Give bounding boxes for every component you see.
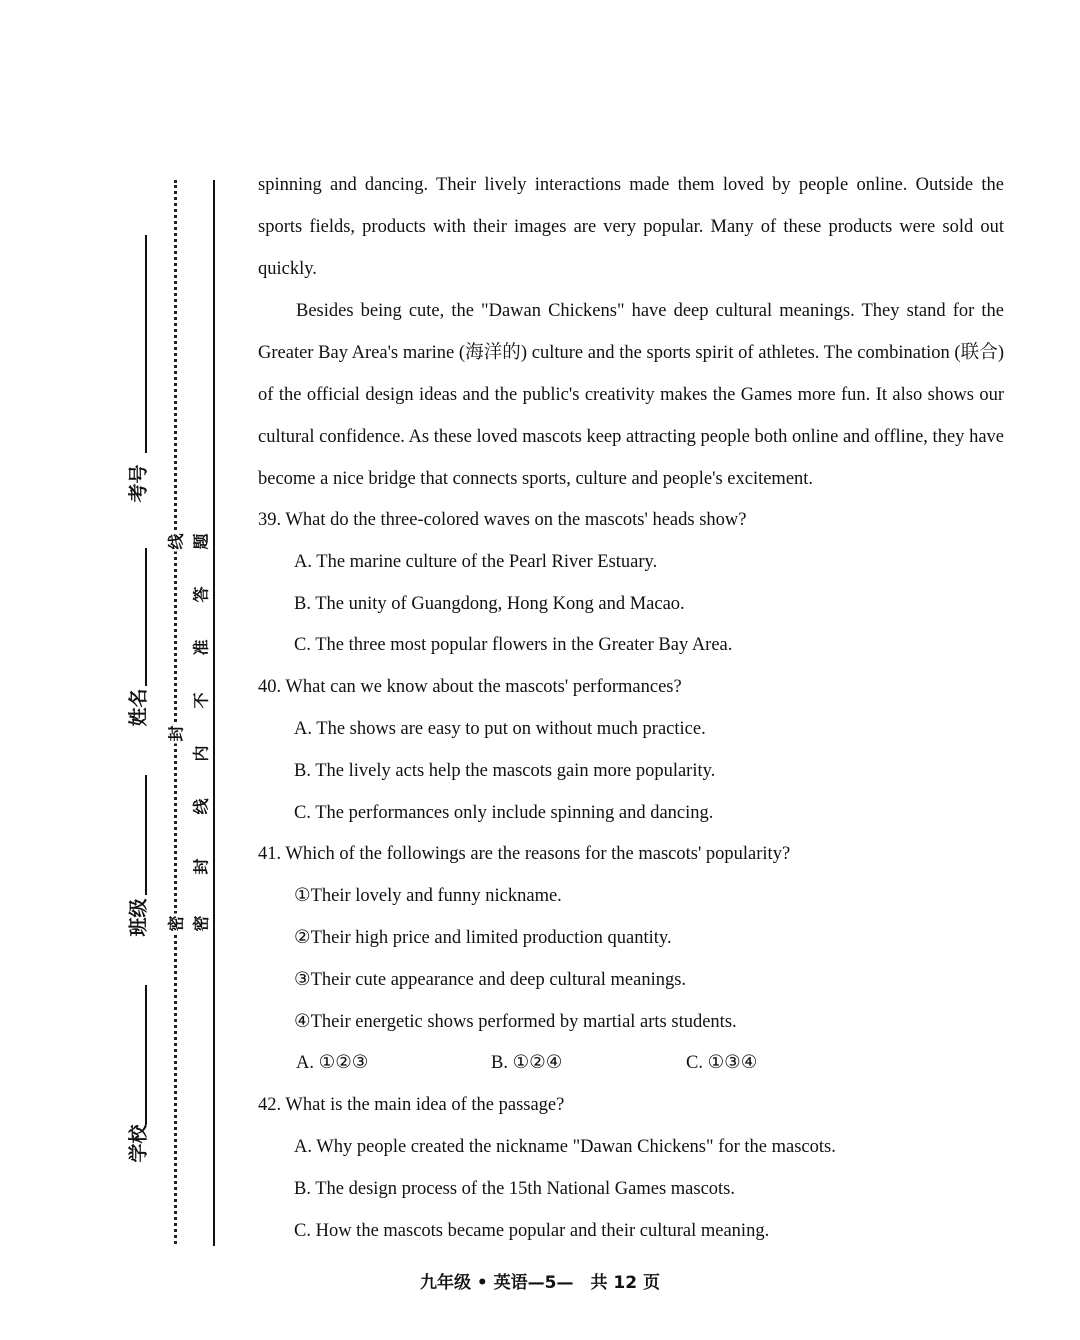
answer-choices [296, 1043, 1004, 1085]
exam-number-line [145, 235, 147, 453]
margin-border-line [213, 180, 215, 1246]
class-label: 班级 [127, 898, 150, 937]
binding-margin [0, 0, 240, 1340]
warning-char: 内 [191, 745, 211, 762]
question-stem: 40. What can we know about the mascots' performances? [258, 677, 682, 698]
answer-option: C. ①③④ [686, 1053, 758, 1074]
school-line [145, 985, 147, 1125]
answer-option: A. Why people created the nickname "Dawan Chickens" for the mascots. [294, 1136, 836, 1157]
question-stem: 39. What do the three-colored waves on the mascots' heads show? [258, 510, 747, 530]
answer-option: B. The unity of Guangdong, Hong Kong and Macao. [294, 593, 685, 614]
answer-option: B. ①②④ [491, 1053, 563, 1074]
exam-content [258, 164, 1004, 1252]
question-stem: 41. Which of the followings are the reasons for the mascots' popularity? [258, 844, 791, 865]
school-label: 学校 [127, 1124, 150, 1163]
statement-item: ①Their lovely and funny nickname. [294, 886, 562, 907]
seal-char-secret: 密 [164, 914, 187, 934]
warning-char: 封 [191, 858, 211, 875]
name-label: 姓名 [127, 688, 150, 727]
answer-option: C. The three most popular flowers in the Greater Bay Area. [294, 635, 733, 656]
exam-number-label: 考号 [127, 464, 150, 503]
question-39 [258, 500, 1004, 667]
answer-option: B. The lively acts help the mascots gain more popularity. [294, 760, 716, 781]
answer-option: A. ①②③ [296, 1053, 369, 1074]
answer-option: B. The design process of the 15th National Games mascots. [294, 1178, 736, 1199]
name-line [145, 548, 147, 686]
question-40 [258, 667, 1004, 834]
warning-char: 答 [191, 586, 211, 603]
question-41 [258, 834, 1004, 1085]
seal-char-line: 线 [164, 532, 187, 552]
statement-item: ④Their energetic shows performed by martial arts students. [294, 1011, 737, 1032]
question-42 [258, 1085, 1004, 1252]
warning-char: 准 [191, 639, 211, 656]
answer-option: A. The marine culture of the Pearl River Estuary. [294, 551, 658, 572]
seal-char-seal: 封 [164, 724, 187, 744]
passage-paragraph: Besides being cute, the "Dawan Chickens" have deep cultural meanings. They stand for the Greater Bay Area's marine (海洋的) culture and the sports spirit of athletes. The combination (联合) of the official design ideas and the public's creativity makes the Games more fun. It also shows our cultural confidence. As these loved mascots keep attracting people both online and offline, they have become a nice bridge that connects sports, culture and people's excitement. [258, 301, 1004, 489]
question-stem: 42. What is the main idea of the passage? [258, 1095, 565, 1116]
page-footer: 九年级 • 英语—5— 共 12 页 [419, 1273, 661, 1293]
warning-char: 密 [191, 915, 211, 932]
dotted-seal-line [174, 180, 177, 1244]
warning-char: 线 [191, 798, 211, 815]
statement-item: ②Their high price and limited production quantity. [294, 927, 672, 948]
warning-char: 题 [191, 533, 211, 550]
answer-option: C. How the mascots became popular and their cultural meaning. [294, 1220, 770, 1241]
passage-paragraph: spinning and dancing. Their lively interactions made them loved by people online. Outside the sports fields, products with their images are very popular. Many of these products were sold out quickly. [258, 175, 1004, 279]
answer-option: A. The shows are easy to put on without much practice. [294, 718, 706, 739]
statement-item: ③Their cute appearance and deep cultural meanings. [294, 969, 687, 990]
class-line [145, 775, 147, 895]
warning-char: 不 [191, 692, 211, 709]
answer-option: C. The performances only include spinning and dancing. [294, 802, 714, 823]
